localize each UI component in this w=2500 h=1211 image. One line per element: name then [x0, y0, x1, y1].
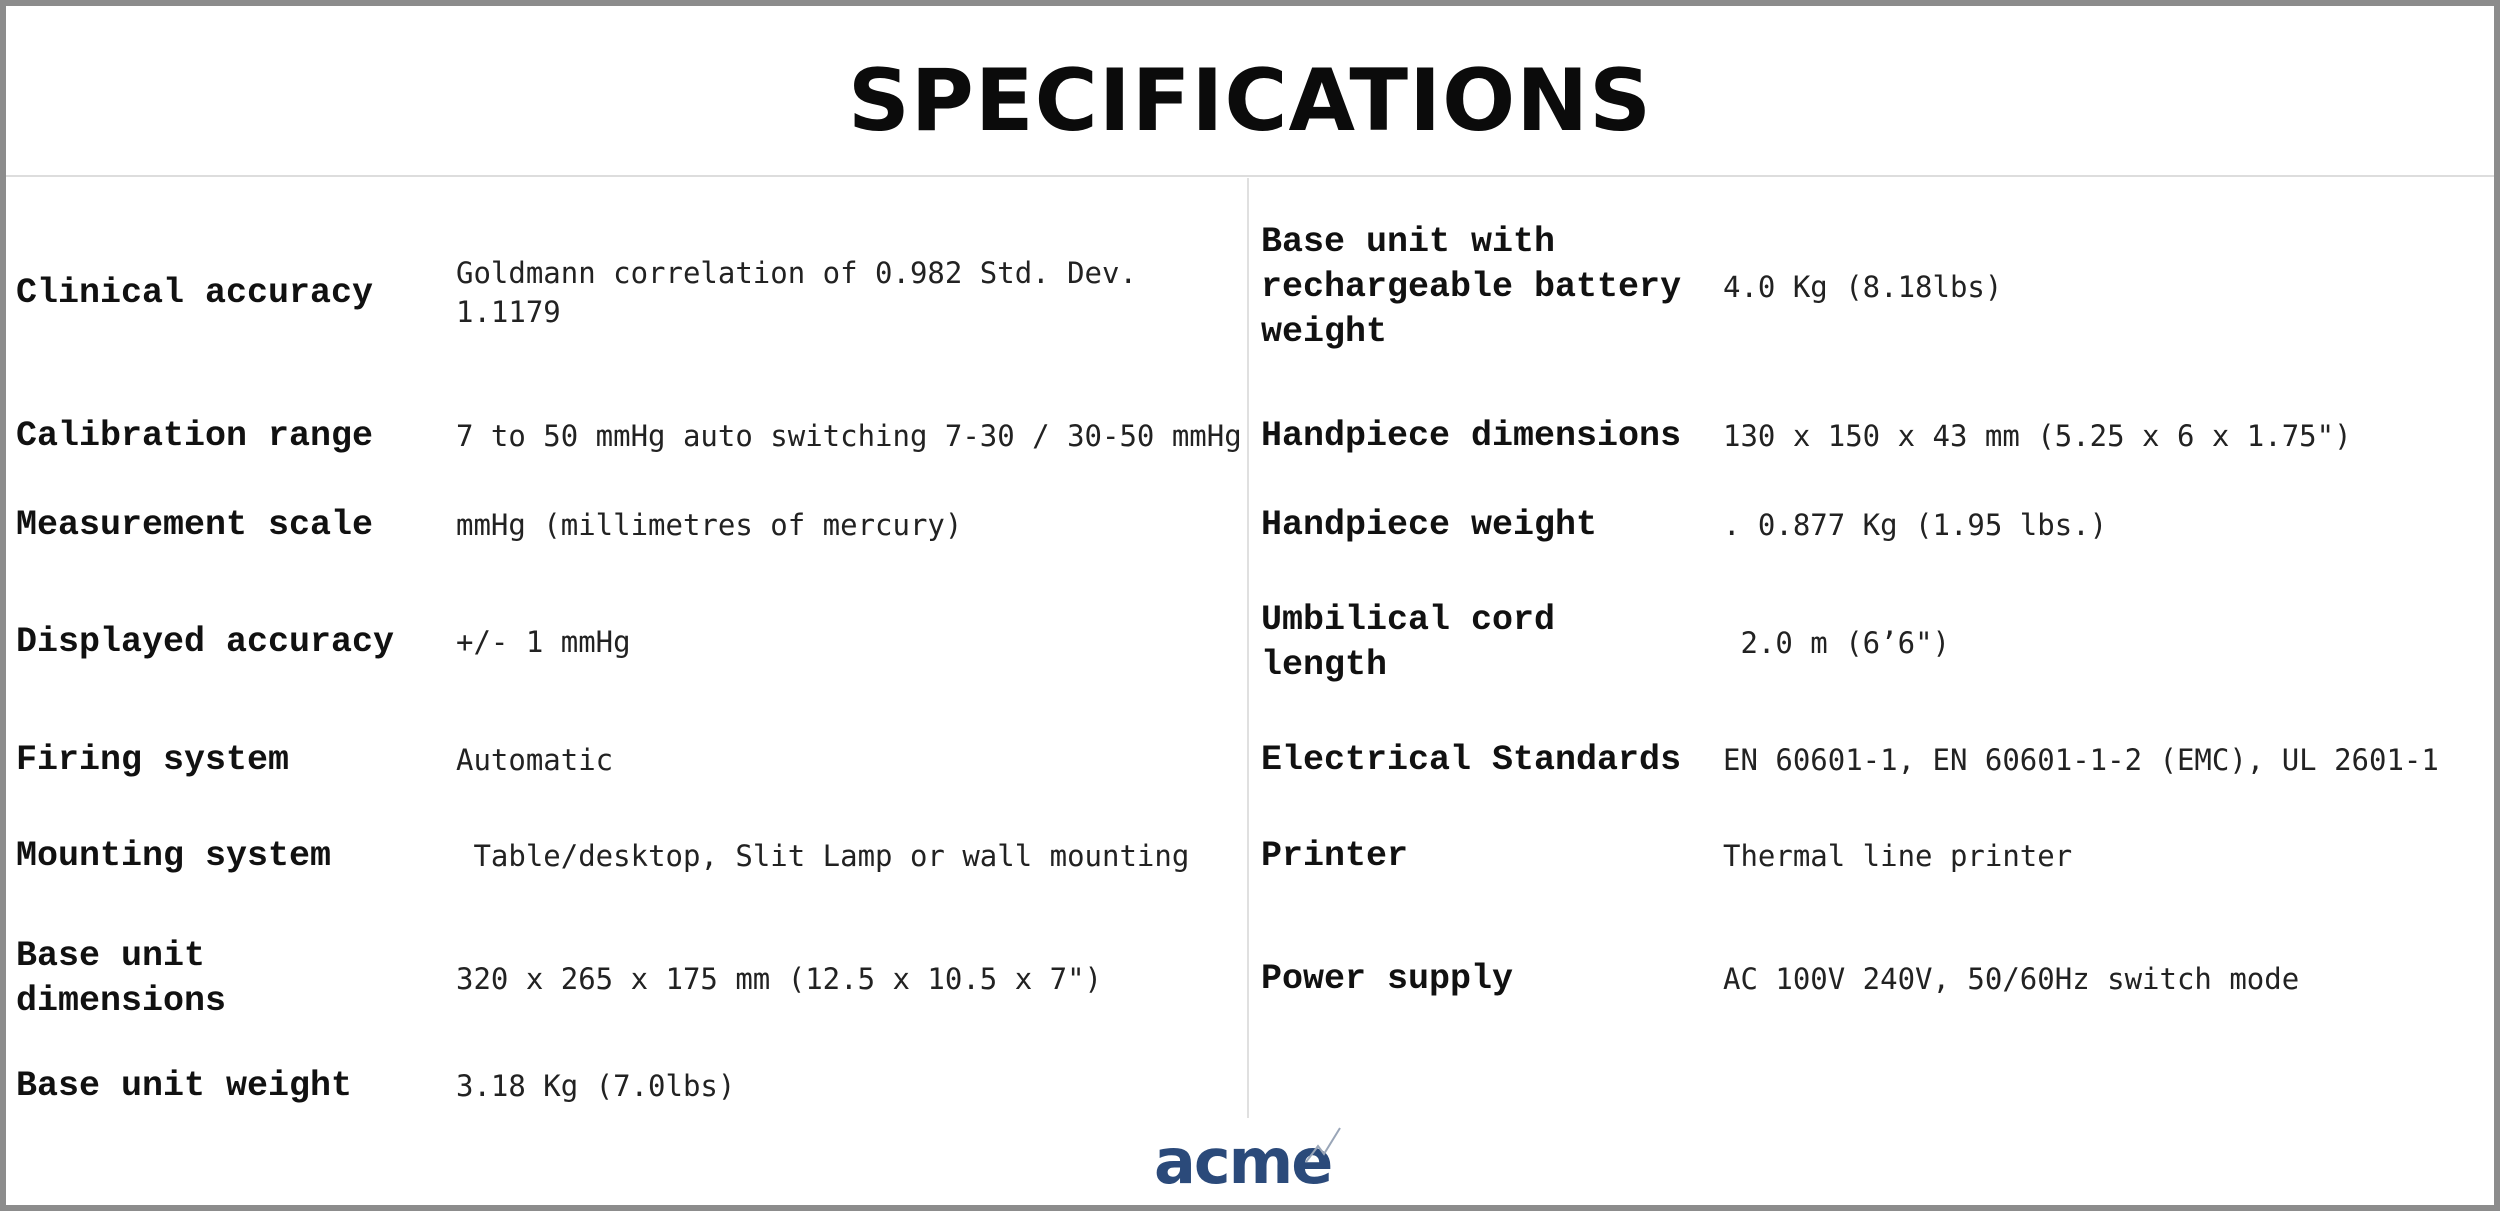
spec-label: Handpiece weight	[1261, 505, 1598, 545]
column-divider	[1247, 178, 1249, 1118]
spec-label: Electrical Standards	[1261, 740, 1682, 780]
spec-row-handpiece-weight	[1261, 503, 2483, 548]
spec-value: 2.0 m (6’6")	[1723, 625, 1950, 660]
spec-value: 7 to 50 mmHg auto switching 7-30 / 30-50 mmHg	[456, 419, 1242, 453]
spec-value: 130 x 150 x 43 mm (5.25 x 6 x 1.75")	[1723, 419, 2352, 453]
spec-row-base-unit-battery-weight	[1261, 220, 2483, 355]
spec-value: mmHg (millimetres of mercury)	[456, 508, 963, 542]
spec-label: Power supply	[1261, 959, 1514, 999]
spec-row-clinical-accuracy	[16, 254, 1246, 332]
spec-value: AC 100V 240V, 50/60Hz switch mode	[1723, 962, 2300, 996]
spec-value: 4.0 Kg (8.18lbs)	[1723, 270, 2003, 304]
spec-value: Table/desktop, Slit Lamp or wall mounting	[456, 839, 1190, 873]
spec-value: EN 60601-1, EN 60601-1-2 (EMC), UL 2601-1	[1723, 743, 2439, 777]
page-title: SPECIFICATIONS	[847, 51, 1653, 151]
spec-value: 320 x 265 x 175 mm (12.5 x 10.5 x 7")	[456, 961, 1103, 996]
logo-wordmark: acme	[1154, 1125, 1332, 1198]
spec-label: Umbilical cord length	[1261, 600, 1556, 685]
spec-row-power-supply	[1261, 957, 2483, 1002]
acme-logo	[1154, 1124, 1354, 1204]
spec-value: . 0.877 Kg (1.95 lbs.)	[1723, 508, 2108, 542]
spec-value: 3.18 Kg (7.0lbs)	[456, 1069, 736, 1103]
spec-label: Calibration range	[16, 416, 374, 456]
title-divider	[6, 175, 2494, 177]
spec-row-handpiece-dimensions	[1261, 414, 2483, 459]
spec-value: Goldmann correlation of 0.982 Std. Dev. 1.1179	[456, 256, 1137, 329]
spec-row-firing-system	[16, 738, 1246, 783]
spec-label: Displayed accuracy	[16, 622, 395, 662]
spec-row-base-unit-weight	[16, 1064, 1246, 1109]
spec-value: +/- 1 mmHg	[456, 625, 631, 659]
spec-label: Base unit with rechargeable battery weight	[1261, 222, 1682, 352]
spec-label: Base unit weight	[16, 1066, 353, 1106]
spec-value: Automatic	[456, 743, 614, 777]
logo-swoosh-icon	[1304, 1124, 1344, 1174]
spec-row-umbilical-cord-length	[1261, 598, 2483, 688]
spec-label: Handpiece dimensions	[1261, 416, 1682, 456]
spec-row-electrical-standards	[1261, 738, 2483, 783]
spec-row-mounting-system	[16, 834, 1246, 879]
spec-label: Clinical accuracy	[16, 272, 374, 313]
spec-label: Mounting system	[16, 836, 332, 876]
spec-row-measurement-scale	[16, 503, 1246, 548]
spec-label: Printer	[1261, 836, 1409, 876]
spec-label: Measurement scale	[16, 505, 374, 545]
spec-row-calibration-range	[16, 414, 1246, 459]
spec-label: Firing system	[16, 740, 290, 780]
spec-value: Thermal line printer	[1723, 839, 2073, 873]
spec-row-printer	[1261, 834, 2483, 879]
spec-row-base-unit-dimensions	[16, 934, 1246, 1024]
spec-label: Base unit dimensions	[16, 936, 227, 1021]
spec-row-displayed-accuracy	[16, 620, 1246, 665]
